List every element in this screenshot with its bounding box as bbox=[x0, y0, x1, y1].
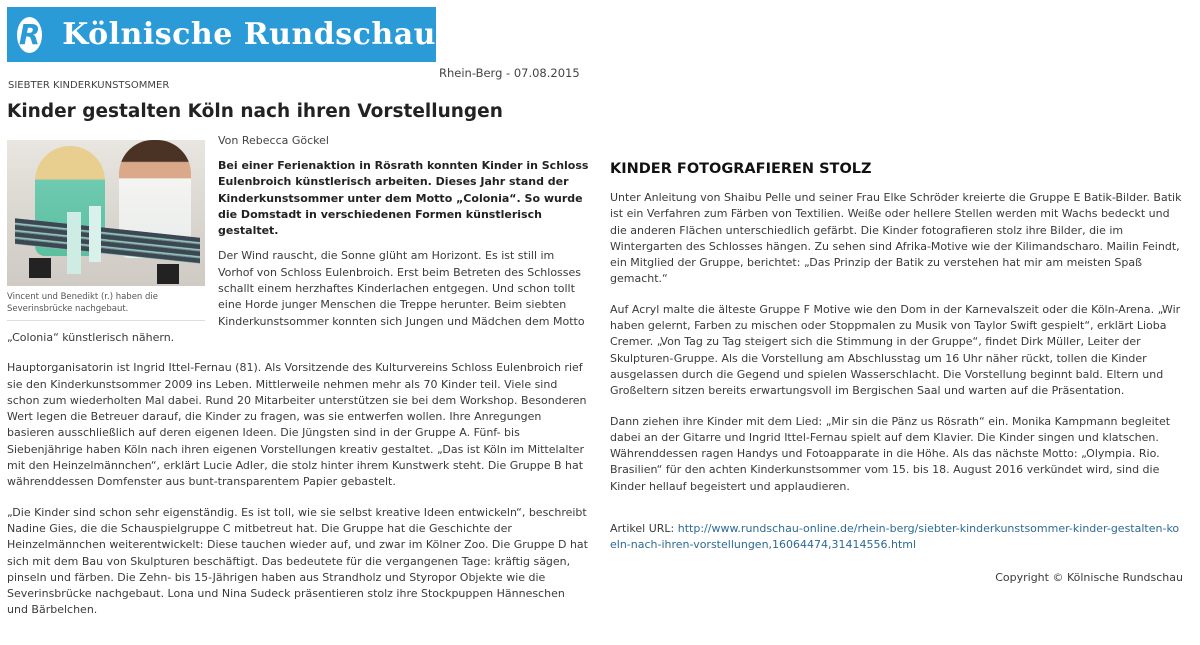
article-lead: Bei einer Ferienaktion in Rösrath konnten Kinder in Schloss Eulenbroich künstlerisch arbeiten. Dieses Jahr stand der Kinderkunstsommer unter dem Motto „Colonia“. So wurde die Domstadt in verschiedenen Formen künstlerisch gestaltet. bbox=[218, 159, 589, 238]
paragraph: Auf Acryl malte die älteste Gruppe F Motive wie den Dom in der Karnevalszeit oder die Köln-Arena. „Wir haben gelernt, Farben zu mischen oder Stoppmalen zu Musik von Taylor Swift gespielt“, erklärt Lioba Cremer. „Von Tag zu Tag steigert sich die Stimmung in der Gruppe“, findet Dirk Müller, Leiter der Skulpturen-Gruppe. Als die Vorstellung am Abschlusstag um 16 Uhr näher rückt, tollen die Kinder ausgelassen durch die Gegend und spielen Wasserschlacht. Die Vorstellung beginnt bald. Eltern und Großeltern sitzen bereits erwartungsvoll im Bergischen Saal und warten auf die Präsentation. bbox=[610, 302, 1181, 398]
publication-name: Kölnische Rundschau bbox=[62, 17, 436, 52]
paragraph-continuation: Jungen und Mädchen dem Motto „Colonia“ künstlerisch nähern. bbox=[7, 314, 585, 344]
r-logo-icon bbox=[17, 17, 42, 53]
left-column bbox=[7, 133, 589, 619]
paragraph: Hauptorganisatorin ist Ingrid Ittel-Fernau (81). Als Vorsitzende des Kulturvereins Schloss Eulenbroich rief sie den Kinderkunstsommer 2009 ins Leben. Mittlerweile nehmen mehr als 70 Kinder teil. Viele sind schon zum wiederholten Mal dabei. Rund 20 Mitarbeiter unterstützen sie bei dem Workshop. Besonderen Wert legen die Betreuer darauf, die Kinder zu fragen, was sie entwerfen wollen. Ihre Anregungen basieren ausschließlich auf deren eigenen Ideen. Die Jüngsten sind in der Gruppe A. Fünf- bis Siebenjährige haben Köln nach ihren eigenen Vorstellungen kreativ gestaltet. „Das ist Köln im Mittelalter mit den Heinzelmännchen“, erklärt Lucie Adler, die stolz hinter ihrem Kunstwerk steht. Die Gruppe B hat währenddessen Domfenster aus bunt-transparentem Papier gebastelt. bbox=[7, 361, 587, 489]
paragraph: Unter Anleitung von Shaibu Pelle und seiner Frau Elke Schröder kreierte die Gruppe E Batik-Bilder. Batik ist ein Verfahren zum Färben von Textilien. Weiße oder hellere Stellen werden mit Wachs bedeckt und die anderen Flächen unterschiedlich gefärbt. Die Kinder fotografieren stolz ihre Bilder, die im Wintergarten des Schlosses hängen. Zu sehen sind Afrika-Motive wie der Kilimandscharo. Mailin Feindt, ein Mitglied der Gruppe, berichtet: „Das Prinzip der Batik zu verstehen hat mir am meisten Spaß gemacht.“ bbox=[610, 191, 1182, 286]
paragraph: „Die Kinder sind schon sehr eigenständig. Es ist toll, wie sie selbst kreative Ideen entwickeln“, beschreibt Nadine Gies, die die Schauspielgruppe C mitbetreut hat. Die Gruppe hat die Geschichte der Heinzelmännchen weiterentwickelt: Diese tauchen wieder auf, und zwar im Kölner Zoo. Die Gruppe D hat sich mit dem Bau von Skulpturen beschäftigt. Das bedeutete für die vergangenen Tage: kräftig sägen, pinseln und färben. Die Zehn- bis 15-Jährigen haben aus Strandholz und Styropor Objekte wie die Severinsbrücke nachgebaut. Lona und Nina Sudeck präsentieren stolz ihre Stockpuppen Hänneschen und Bärbelchen. bbox=[7, 505, 588, 617]
photo-figure bbox=[7, 140, 205, 321]
kicker: SIEBTER KINDERKUNSTSOMMER bbox=[8, 80, 170, 91]
photo-caption: Vincent und Benedikt (r.) haben die Severinsbrücke nachgebaut. bbox=[7, 291, 205, 321]
article-headline: Kinder gestalten Köln nach ihren Vorstellungen bbox=[7, 101, 503, 122]
dateline: Rhein-Berg - 07.08.2015 bbox=[439, 66, 580, 80]
right-column bbox=[610, 160, 1185, 584]
copyright-notice: Copyright © Kölnische Rundschau bbox=[995, 571, 1183, 585]
photo-bridge-support bbox=[29, 258, 51, 278]
article-url-link[interactable]: http://www.rundschau-online.de/rhein-berg/siebter-kinderkunstsommer-kinder-gestalten-koeln-nach-ihren-vorstellungen,16064474,31414556.html bbox=[610, 522, 1180, 552]
byline: Von Rebecca Göckel bbox=[218, 134, 329, 147]
article-url-block bbox=[610, 521, 1185, 553]
paragraph: Der Wind rauscht, die Sonne glüht am Horizont. Es ist still im Vorhof von Schloss Eulenbroich. Erst beim Betreten des Schlosses schallt einem herzhaftes Kinderlachen entgegen. Und schon tollt eine Horde junger Menschen die Treppe herunter. Beim siebten Kinderkunstsommer konnten sich bbox=[218, 249, 582, 328]
photo-bridge-support bbox=[157, 264, 179, 284]
photo-bridge-pylon bbox=[67, 212, 81, 274]
photo-bridge-pylon bbox=[89, 206, 101, 262]
section-subhead: KINDER FOTOGRAFIEREN STOLZ bbox=[610, 161, 872, 177]
logo-letter: R bbox=[18, 18, 41, 51]
url-label: Artikel URL: bbox=[610, 522, 675, 536]
masthead-logo bbox=[7, 7, 436, 62]
article-photo bbox=[7, 140, 205, 286]
paragraph: Dann ziehen ihre Kinder mit dem Lied: „Mir sin die Pänz us Rösrath“ ein. Monika Kampmann begleitet dabei an der Gitarre und Ingrid Ittel-Fernau spielt auf dem Klavier. Die Kinder singen und klatschen. Währenddessen ragen Handys und Fotoapparate in die Höhe. Als das nächste Motto: „Olympia. Rio. Brasilien“ für den achten Kinderkunstsommer vom 15. bis 18. August 2016 verkündet wird, sind die Kinder hellauf begeistert und applaudieren. bbox=[610, 414, 1171, 493]
